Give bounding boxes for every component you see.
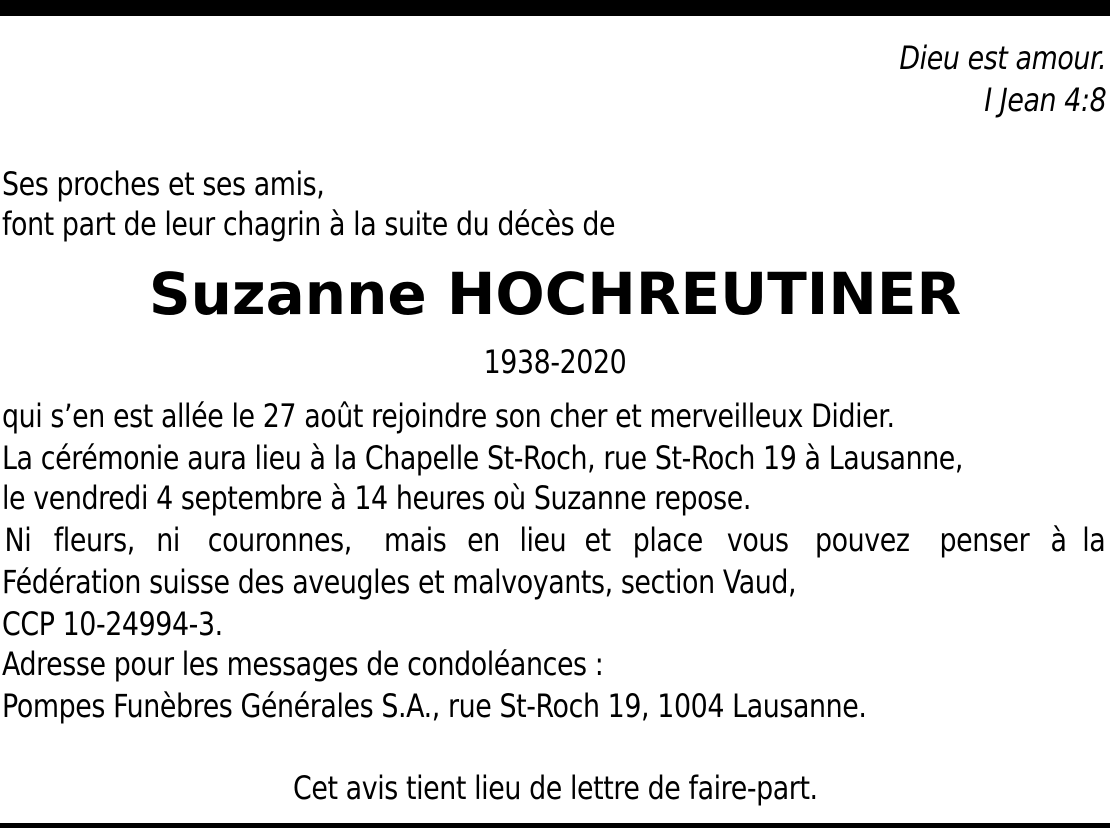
intro-line-1: Ses proches et ses amis, (2, 165, 325, 203)
body-line-1: qui s’en est allée le 27 août rejoindre son cher et merveilleux Didier. (2, 397, 895, 435)
body-line-4-word: fleurs, (53, 521, 135, 559)
body-line-4-word: pouvez (815, 521, 910, 559)
life-years-text: 1938-2020 (483, 343, 627, 381)
closing-note-text: Cet avis tient lieu de lettre de faire-part. (292, 769, 818, 807)
bible-verse-text: Dieu est amour. (899, 39, 1106, 77)
body-line-4-word: lieu (519, 521, 567, 559)
body-line-4-word: la (1082, 521, 1106, 559)
body-line-4-word: Ni (4, 521, 32, 559)
body-line-4-word: couronnes, (207, 521, 353, 559)
deceased-name: Suzanne HOCHREUTINER (148, 260, 962, 328)
body-line-4 (2, 520, 1108, 560)
top-border-rule (0, 0, 1110, 16)
body-line-8: Pompes Funèbres Générales S.A., rue St-Roch 19, 1004 Lausanne. (2, 687, 867, 725)
body-line-5: Fédération suisse des aveugles et malvoyants, section Vaud, (2, 563, 797, 601)
body-line-4-word: penser (939, 521, 1030, 559)
closing-note (0, 768, 1110, 808)
body-line-4-word: place (632, 521, 703, 559)
body-line-2: La cérémonie aura lieu à la Chapelle St-Roch, rue St-Roch 19 à Lausanne, (2, 439, 964, 477)
life-years (0, 342, 1110, 382)
body-line-4-word: à (1050, 521, 1068, 559)
body-line-7: Adresse pour les messages de condoléances : (2, 645, 604, 683)
body-line-4-word: et (584, 521, 612, 559)
body-line-4-word: ni (156, 521, 181, 559)
body-line-6: CCP 10-24994-3. (2, 605, 223, 643)
body-line-4-word: vous (726, 521, 789, 559)
body-line-3: le vendredi 4 septembre à 14 heures où Suzanne repose. (2, 479, 751, 517)
body-line-4-word: en (467, 521, 500, 559)
bottom-border-rule (0, 823, 1110, 828)
body-line-4-word: mais (383, 521, 447, 559)
bible-verse-reference: I Jean 4:8 (983, 81, 1106, 119)
intro-line-2: font part de leur chagrin à la suite du décès de (2, 205, 616, 243)
